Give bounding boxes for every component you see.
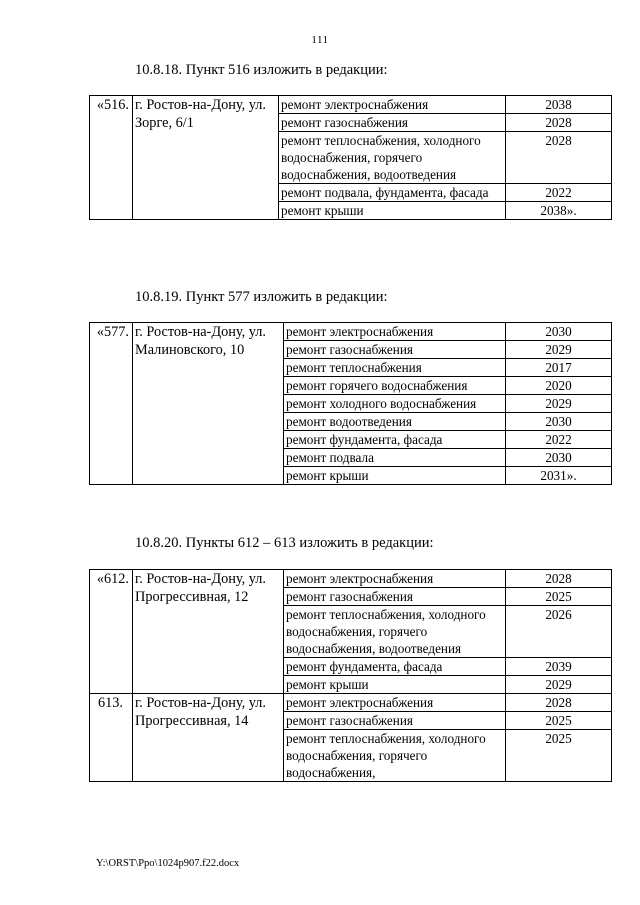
item-number: «612. — [90, 570, 133, 694]
work-year: 2020 — [506, 377, 612, 395]
work-type: ремонт холодного водоснабжения — [284, 395, 506, 413]
work-type: ремонт электроснабжения — [284, 323, 506, 341]
section-heading: 10.8.18. Пункт 516 изложить в редакции: — [135, 62, 388, 78]
table-row — [90, 694, 612, 712]
work-type: ремонт подвала — [284, 449, 506, 467]
work-type: ремонт газоснабжения — [284, 588, 506, 606]
work-type: ремонт теплоснабжения, холодного водоснабжения, горячего водоснабжения, водоотведения — [279, 132, 506, 184]
work-year: 2029 — [506, 676, 612, 694]
section-heading: 10.8.20. Пункты 612 – 613 изложить в редакции: — [135, 535, 434, 551]
table-row — [90, 570, 612, 588]
item-address: г. Ростов-на-Дону, ул. Малиновского, 10 — [133, 323, 284, 485]
amendment-table — [89, 569, 612, 782]
work-type: ремонт крыши — [284, 467, 506, 485]
work-year: 2029 — [506, 341, 612, 359]
work-year: 2028 — [506, 570, 612, 588]
table-row — [90, 96, 612, 114]
section-heading: 10.8.19. Пункт 577 изложить в редакции: — [135, 289, 388, 305]
item-number: «577. — [90, 323, 133, 485]
work-year: 2022 — [506, 431, 612, 449]
work-type: ремонт фундамента, фасада — [284, 658, 506, 676]
work-year: 2017 — [506, 359, 612, 377]
work-type: ремонт газоснабжения — [284, 712, 506, 730]
work-type: ремонт электроснабжения — [284, 570, 506, 588]
work-year: 2029 — [506, 395, 612, 413]
work-type: ремонт крыши — [284, 676, 506, 694]
work-year: 2028 — [506, 114, 612, 132]
item-address: г. Ростов-на-Дону, ул. Зорге, 6/1 — [133, 96, 279, 220]
item-address: г. Ростов-на-Дону, ул. Прогрессивная, 12 — [133, 570, 284, 694]
amendment-table — [89, 95, 612, 220]
work-year: 2026 — [506, 606, 612, 658]
table-row — [90, 323, 612, 341]
item-address: г. Ростов-на-Дону, ул. Прогрессивная, 14 — [133, 694, 284, 782]
work-type: ремонт водоотведения — [284, 413, 506, 431]
work-type: ремонт крыши — [279, 202, 506, 220]
work-year: 2038 — [506, 96, 612, 114]
work-year: 2030 — [506, 449, 612, 467]
work-type: ремонт горячего водоснабжения — [284, 377, 506, 395]
work-type: ремонт электроснабжения — [279, 96, 506, 114]
work-type: ремонт теплоснабжения — [284, 359, 506, 377]
work-year: 2038». — [506, 202, 612, 220]
item-number: 613. — [90, 694, 133, 782]
work-type: ремонт фундамента, фасада — [284, 431, 506, 449]
work-year: 2022 — [506, 184, 612, 202]
work-year: 2031». — [506, 467, 612, 485]
work-year: 2030 — [506, 323, 612, 341]
work-year: 2028 — [506, 694, 612, 712]
work-year: 2025 — [506, 712, 612, 730]
footer-file-path: Y:\ORST\Ppo\1024p907.f22.docx — [96, 858, 240, 869]
item-number: «516. — [90, 96, 133, 220]
work-type: ремонт подвала, фундамента, фасада — [279, 184, 506, 202]
work-year: 2028 — [506, 132, 612, 184]
work-year: 2030 — [506, 413, 612, 431]
page-number: 111 — [311, 34, 329, 46]
work-type: ремонт газоснабжения — [279, 114, 506, 132]
work-year: 2039 — [506, 658, 612, 676]
amendment-table — [89, 322, 612, 485]
work-type: ремонт электроснабжения — [284, 694, 506, 712]
work-type: ремонт газоснабжения — [284, 341, 506, 359]
work-year: 2025 — [506, 730, 612, 782]
work-type: ремонт теплоснабжения, холодного водоснабжения, горячего водоснабжения, — [284, 730, 506, 782]
work-type: ремонт теплоснабжения, холодного водоснабжения, горячего водоснабжения, водоотведения — [284, 606, 506, 658]
work-year: 2025 — [506, 588, 612, 606]
